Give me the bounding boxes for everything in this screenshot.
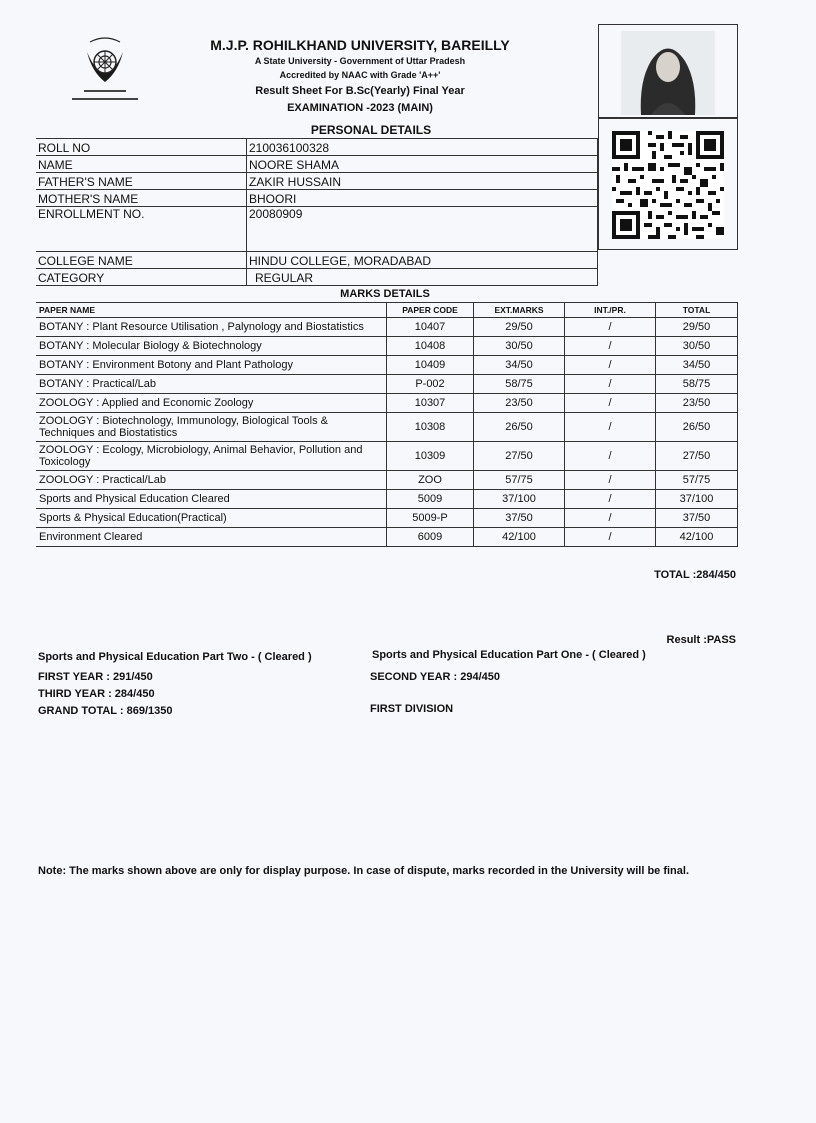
grand-total: GRAND TOTAL : 869/1350 <box>38 705 173 717</box>
total-marks: 57/75 <box>656 471 738 490</box>
label-college: COLLEGE NAME <box>36 252 247 269</box>
col-paper-name: PAPER NAME <box>36 303 387 318</box>
personal-details-heading: PERSONAL DETAILS <box>310 123 432 137</box>
paper-code: 10408 <box>387 337 474 356</box>
marks-table <box>36 302 738 547</box>
university-emblem-icon <box>62 32 148 108</box>
subtitle-naac: Accredited by NAAC with Grade 'A++' <box>279 70 441 80</box>
table-row <box>36 375 738 394</box>
total-marks: 37/50 <box>656 509 738 528</box>
row-name <box>36 156 598 173</box>
university-name: M.J.P. ROHILKHAND UNIVERSITY, BAREILLY <box>210 37 510 53</box>
ext-marks: 34/50 <box>474 356 565 375</box>
paper-code: 10308 <box>387 413 474 442</box>
value-roll-no: 210036100328 <box>247 139 598 156</box>
label-mother-name: MOTHER'S NAME <box>36 190 247 207</box>
paper-name: ZOOLOGY : Applied and Economic Zoology <box>36 394 387 413</box>
subtitle-state: A State University - Government of Uttar Pradesh <box>254 56 466 66</box>
row-roll-no <box>36 139 598 156</box>
total-marks: 37/100 <box>656 490 738 509</box>
row-father-name <box>36 173 598 190</box>
table-row <box>36 471 738 490</box>
table-row <box>36 509 738 528</box>
row-enrollment <box>36 207 598 252</box>
int-marks: / <box>565 509 656 528</box>
total-marks: 29/50 <box>656 318 738 337</box>
total-marks: 26/50 <box>656 413 738 442</box>
paper-code: 10407 <box>387 318 474 337</box>
personal-details-table <box>36 138 598 286</box>
table-row <box>36 318 738 337</box>
col-int-pr: INT./PR. <box>565 303 656 318</box>
col-paper-code: PAPER CODE <box>387 303 474 318</box>
table-row <box>36 356 738 375</box>
ext-marks: 42/100 <box>474 528 565 547</box>
value-name: NOORE SHAMA <box>247 156 598 173</box>
paper-code: 10309 <box>387 442 474 471</box>
table-row <box>36 413 738 442</box>
col-ext-marks: EXT.MARKS <box>474 303 565 318</box>
table-row <box>36 394 738 413</box>
int-marks: / <box>565 318 656 337</box>
value-college: HINDU COLLEGE, MORADABAD <box>247 252 598 269</box>
row-category <box>36 269 598 286</box>
paper-name: Sports and Physical Education Cleared <box>36 490 387 509</box>
total-marks: 30/50 <box>656 337 738 356</box>
label-roll-no: ROLL NO <box>36 139 247 156</box>
division: FIRST DIVISION <box>370 703 454 715</box>
student-photo <box>598 24 738 118</box>
int-marks: / <box>565 413 656 442</box>
total-marks: 42/100 <box>656 528 738 547</box>
paper-code: 5009-P <box>387 509 474 528</box>
int-marks: / <box>565 442 656 471</box>
paper-code: 6009 <box>387 528 474 547</box>
int-marks: / <box>565 528 656 547</box>
sports-part-one: Sports and Physical Education Part One - ( Cleared ) <box>372 649 646 661</box>
marks-header-row <box>36 303 738 318</box>
sheet-title: Result Sheet For B.Sc(Yearly) Final Year <box>255 85 465 97</box>
col-total: TOTAL <box>656 303 738 318</box>
value-father-name: ZAKIR HUSSAIN <box>247 173 598 190</box>
total-marks: 23/50 <box>656 394 738 413</box>
int-marks: / <box>565 337 656 356</box>
total-marks: 58/75 <box>656 375 738 394</box>
total-marks: 27/50 <box>656 442 738 471</box>
paper-name: BOTANY : Molecular Biology & Biotechnology <box>36 337 387 356</box>
ext-marks: 37/100 <box>474 490 565 509</box>
result-status: Result :PASS <box>666 634 736 646</box>
paper-name: Environment Cleared <box>36 528 387 547</box>
total-marks: 34/50 <box>656 356 738 375</box>
label-category: CATEGORY <box>36 269 247 286</box>
paper-code: 10409 <box>387 356 474 375</box>
paper-code: 10307 <box>387 394 474 413</box>
first-year-total: FIRST YEAR : 291/450 <box>38 671 153 683</box>
label-enrollment: ENROLLMENT NO. <box>36 207 247 252</box>
paper-code: P-002 <box>387 375 474 394</box>
value-enrollment: 20080909 <box>247 207 598 252</box>
row-mother-name <box>36 190 598 207</box>
paper-name: Sports & Physical Education(Practical) <box>36 509 387 528</box>
second-year-total: SECOND YEAR : 294/450 <box>370 671 501 683</box>
ext-marks: 58/75 <box>474 375 565 394</box>
ext-marks: 57/75 <box>474 471 565 490</box>
ext-marks: 23/50 <box>474 394 565 413</box>
paper-name: ZOOLOGY : Practical/Lab <box>36 471 387 490</box>
ext-marks: 30/50 <box>474 337 565 356</box>
disclaimer-note: Note: The marks shown above are only for display purpose. In case of dispute, marks recorded in the University will be final. <box>38 865 690 877</box>
table-row <box>36 337 738 356</box>
row-college <box>36 252 598 269</box>
paper-name: BOTANY : Practical/Lab <box>36 375 387 394</box>
table-row <box>36 528 738 547</box>
sports-part-two: Sports and Physical Education Part Two - ( Cleared ) <box>38 651 312 663</box>
int-marks: / <box>565 471 656 490</box>
int-marks: / <box>565 490 656 509</box>
paper-name: ZOOLOGY : Ecology, Microbiology, Animal Behavior, Pollution and Toxicology <box>36 442 387 471</box>
value-mother-name: BHOORI <box>247 190 598 207</box>
third-year-total: THIRD YEAR : 284/450 <box>38 688 155 700</box>
label-name: NAME <box>36 156 247 173</box>
ext-marks: 26/50 <box>474 413 565 442</box>
ext-marks: 29/50 <box>474 318 565 337</box>
int-marks: / <box>565 394 656 413</box>
value-category: REGULAR <box>247 269 598 286</box>
ext-marks: 37/50 <box>474 509 565 528</box>
paper-name: ZOOLOGY : Biotechnology, Immunology, Biological Tools & Techniques and Biostatistics <box>36 413 387 442</box>
grand-marks-total: TOTAL :284/450 <box>654 569 736 581</box>
table-row <box>36 490 738 509</box>
int-marks: / <box>565 356 656 375</box>
paper-code: 5009 <box>387 490 474 509</box>
paper-code: ZOO <box>387 471 474 490</box>
qr-code-icon <box>598 118 738 250</box>
paper-name: BOTANY : Plant Resource Utilisation , Palynology and Biostatistics <box>36 318 387 337</box>
paper-name: BOTANY : Environment Botony and Plant Pathology <box>36 356 387 375</box>
ext-marks: 27/50 <box>474 442 565 471</box>
table-row <box>36 442 738 471</box>
int-marks: / <box>565 375 656 394</box>
marks-details-heading: MARKS DETAILS <box>340 288 430 300</box>
exam-title: EXAMINATION -2023 (MAIN) <box>287 102 433 114</box>
label-father-name: FATHER'S NAME <box>36 173 247 190</box>
